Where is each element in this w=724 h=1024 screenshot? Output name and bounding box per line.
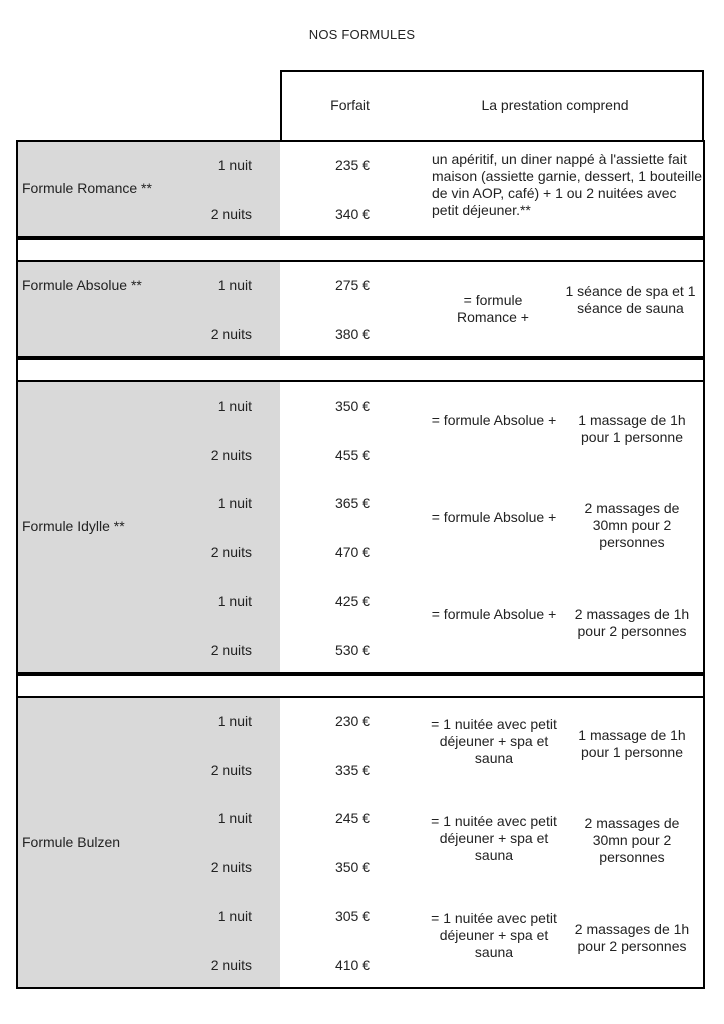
absolue-extra: 1 séance de spa et 1 séance de sauna [565,283,696,316]
nights-label: 2 nuits [210,957,252,973]
price: 350 € [334,859,370,875]
price: 305 € [334,908,370,924]
nights-label: 2 nuits [210,206,252,222]
nights-label: 2 nuits [210,642,252,658]
price: 470 € [334,544,370,560]
nights-label: 1 nuit [217,398,252,414]
price: 275 € [334,277,370,293]
page-title: NOS FORMULES [308,27,416,42]
price: 530 € [334,642,370,658]
header-forfait: Forfait [330,97,370,113]
bulzen-extra: 2 massages de 30mn pour 2 personnes [584,815,680,865]
price: 410 € [334,957,370,973]
bulzen-extra: 2 massages de 1h pour 2 personnes [574,921,690,954]
nights-label: 2 nuits [210,762,252,778]
absolue-base: = formule Romance + [457,292,529,325]
nights-label: 1 nuit [217,593,252,609]
idylle-base: = formule Absolue + [431,606,557,622]
price: 335 € [334,762,370,778]
idylle-extra: 2 massages de 1h pour 2 personnes [574,606,690,639]
nights-label: 1 nuit [217,495,252,511]
nights-label: 2 nuits [210,859,252,875]
spacer-row [16,674,705,698]
nights-label: 1 nuit [217,908,252,924]
nights-label: 1 nuit [217,810,252,826]
idylle-extra: 2 massages de 30mn pour 2 personnes [584,500,680,550]
idylle-base: = formule Absolue + [431,412,557,428]
formula-name-bulzen: Formule Bulzen [22,834,121,850]
nights-label: 1 nuit [217,277,252,293]
bulzen-base: = 1 nuitée avec petit déjeuner + spa et sauna [431,716,557,766]
idylle-extra: 1 massage de 1h pour 1 personne [578,412,686,445]
bulzen-base: = 1 nuitée avec petit déjeuner + spa et sauna [431,910,557,960]
header-prestation: La prestation comprend [481,97,629,113]
formula-name-romance: Formule Romance ** [22,180,152,196]
nights-label: 1 nuit [217,713,252,729]
price: 455 € [334,447,370,463]
nights-label: 2 nuits [210,544,252,560]
price: 350 € [334,398,370,414]
formula-name-absolue: Formule Absolue ** [22,277,142,293]
bulzen-extra: 1 massage de 1h pour 1 personne [578,727,686,760]
nights-label: 2 nuits [210,447,252,463]
price: 340 € [334,206,370,222]
nights-label: 2 nuits [210,326,252,342]
idylle-base: = formule Absolue + [431,509,557,525]
price: 230 € [334,713,370,729]
nights-label: 1 nuit [217,157,252,173]
formula-name-idylle: Formule Idylle ** [22,518,125,534]
price: 425 € [334,593,370,609]
romance-description: un apéritif, un diner nappé à l'assiette fait maison (assiette garnie, dessert, 1 bouteille de vin AOP, café) + 1 ou 2 nuitées avec petit déjeuner.** [432,151,703,218]
bulzen-base: = 1 nuitée avec petit déjeuner + spa et sauna [431,813,557,863]
spacer-row [16,238,705,262]
spacer-row [16,358,705,382]
price: 380 € [334,326,370,342]
price: 365 € [334,495,370,511]
price: 245 € [334,810,370,826]
price: 235 € [334,157,370,173]
